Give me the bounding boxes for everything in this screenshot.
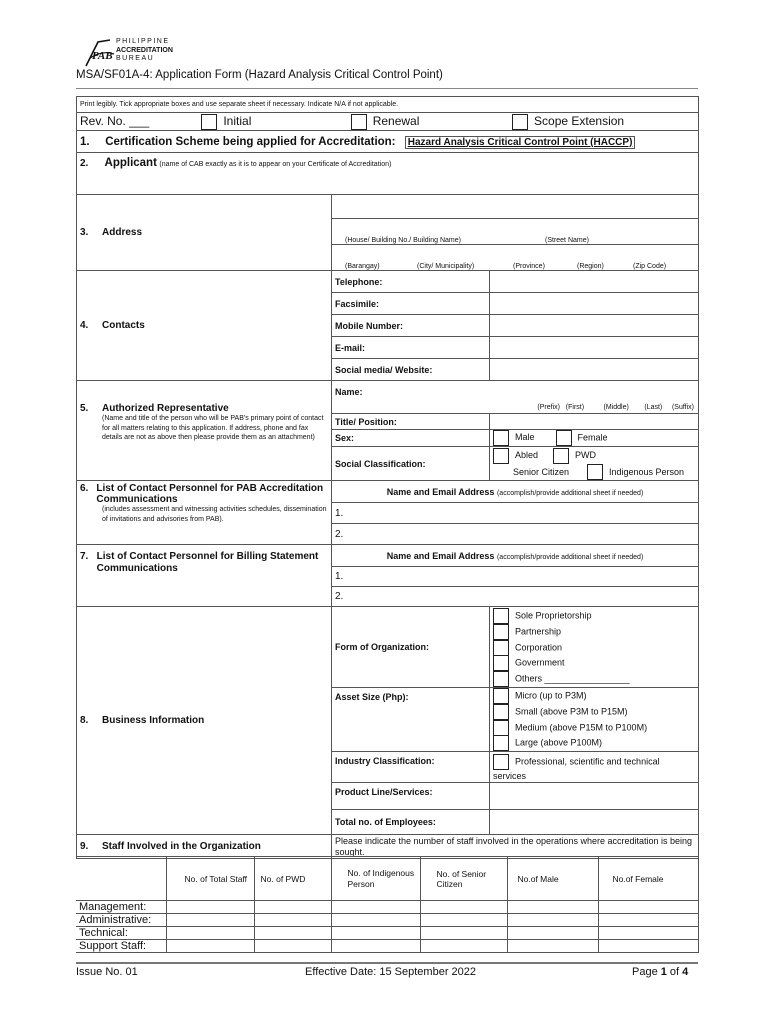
large-label: Large (above P100M): [515, 737, 603, 748]
email-label: E-mail:: [332, 337, 490, 359]
org-line1: PHILIPPINE: [116, 38, 170, 45]
section-7-label: List of Contact Personnel for Billing Statement Communications: [96, 551, 319, 575]
rep-name-row[interactable]: [332, 381, 699, 414]
corporation-checkbox[interactable]: [493, 640, 509, 656]
section-8: [77, 607, 332, 835]
government-label: Government: [515, 657, 565, 668]
cell[interactable]: [507, 927, 598, 940]
address-house-label: (House/ Building No./ Building Name): [345, 237, 461, 244]
staff-table: [76, 856, 699, 953]
section-6-number: 6.: [80, 483, 89, 495]
section-2-number: 2.: [80, 158, 89, 169]
rep-social-options: [490, 447, 699, 481]
cell[interactable]: [254, 914, 331, 927]
section-9-note: Please indicate the number of staff involved in the operations where accreditation is being sought.: [332, 835, 699, 859]
senior-label: Senior Citizen: [513, 466, 570, 477]
renewal-label: Renewal: [372, 113, 420, 128]
section-7-row-1[interactable]: 1.: [332, 567, 699, 587]
address-city-label: (City/ Municipality): [417, 263, 475, 270]
org-form-label: Form of Organization:: [332, 607, 490, 688]
section-7-header-note: (accomplish/provide additional sheet if needed): [496, 553, 644, 561]
medium-checkbox[interactable]: [493, 720, 509, 736]
indigenous-checkbox[interactable]: [587, 464, 603, 480]
rep-sex-options: [490, 430, 699, 447]
cell[interactable]: [507, 940, 598, 953]
section-7-header-label: Name and Email Address: [386, 550, 495, 561]
page-number: 1: [660, 966, 667, 978]
medium-label: Medium (above P15M to P100M): [515, 722, 648, 732]
rep-sex-label: Sex:: [332, 430, 490, 447]
org-line3: BUREAU: [116, 55, 155, 62]
section-4: [77, 271, 332, 381]
section-5-note: (Name and title of the person who will be PAB's primary point of contact for all matters relating to this application. If address, phone and fax details are not as above then please provide them as an attachment): [102, 415, 324, 441]
cell[interactable]: [598, 927, 698, 940]
cell[interactable]: [331, 901, 420, 914]
male-label: Male: [515, 432, 535, 443]
rep-name-parts: (Prefix) (First) (Middle) (Last) (Suffix): [537, 404, 695, 411]
title-divider: [76, 88, 698, 89]
scope-extension-label: Scope Extension: [534, 113, 625, 128]
section-9-number: 9.: [80, 841, 89, 853]
small-checkbox[interactable]: [493, 704, 509, 720]
section-6-row-2[interactable]: 2.: [332, 524, 699, 545]
rep-name-label: Name:: [335, 387, 363, 397]
section-2-note: (name of CAB exactly as it is to appear on your Certificate of Accreditation): [159, 161, 392, 168]
email-input[interactable]: [490, 337, 699, 359]
cell[interactable]: [166, 927, 254, 940]
others-label: Others _________________: [515, 673, 630, 684]
corporation-label: Corporation: [515, 642, 563, 652]
asset-size-options: [490, 688, 699, 752]
professional-checkbox[interactable]: [493, 754, 509, 770]
website-input[interactable]: [490, 359, 699, 381]
cell[interactable]: [420, 901, 507, 914]
initial-checkbox[interactable]: [201, 114, 217, 130]
pwd-label: PWD: [575, 450, 596, 460]
section-6-note: (includes assessment and witnessing activities schedules, dissemination of invitations and advisories from PAB).: [102, 506, 327, 523]
cell[interactable]: [420, 914, 507, 927]
cell[interactable]: [598, 901, 698, 914]
section-6: [77, 481, 332, 545]
cell[interactable]: [254, 940, 331, 953]
section-5: [77, 381, 332, 481]
section-6-header: [332, 481, 699, 503]
address-line-2-labels: [332, 245, 699, 271]
sole-proprietorship-label: Sole Proprietorship: [515, 610, 592, 621]
industry-label: Industry Classification:: [332, 752, 490, 783]
government-checkbox[interactable]: [493, 655, 509, 671]
section-2: [77, 153, 699, 195]
industry-options: [490, 752, 699, 783]
col-senior: No. of Senior Citizen: [420, 857, 507, 901]
section-7-row-2[interactable]: 2.: [332, 587, 699, 607]
section-8-label: Business Information: [102, 715, 205, 727]
col-female: No.of Female: [598, 857, 698, 901]
product-line-label: Product Line/Services:: [332, 783, 490, 810]
effective-date: Effective Date: 15 September 2022: [305, 966, 477, 978]
section-8-number: 8.: [80, 715, 89, 727]
row-management: Management:: [76, 901, 166, 914]
section-7: [77, 545, 332, 607]
cell[interactable]: [598, 940, 698, 953]
section-9-label: Staff Involved in the Organization: [102, 841, 261, 853]
address-line-1-labels: [332, 219, 699, 245]
website-label: Social media/ Website:: [332, 359, 490, 381]
female-checkbox[interactable]: [556, 430, 572, 446]
cell[interactable]: [507, 914, 598, 927]
indigenous-label: Indigenous Person: [609, 466, 685, 477]
row-support-staff: Support Staff:: [76, 940, 166, 953]
section-3-label: Address: [102, 227, 143, 238]
cell[interactable]: [331, 940, 420, 953]
others-checkbox[interactable]: [493, 671, 509, 687]
row-administrative: Administrative:: [76, 914, 166, 927]
section-3-number: 3.: [80, 227, 89, 238]
application-form: [76, 96, 699, 859]
cell[interactable]: [598, 914, 698, 927]
revision-row: [77, 113, 699, 131]
asset-size-label: Asset Size (Php):: [332, 688, 490, 752]
facsimile-label: Facsimile:: [332, 293, 490, 315]
rep-social-label: Social Classification:: [332, 447, 490, 481]
org-form-options: [490, 607, 699, 688]
partnership-label: Partnership: [515, 626, 562, 637]
address-line-1-input[interactable]: [332, 195, 699, 219]
employees-label: Total no. of Employees:: [332, 810, 490, 835]
large-checkbox[interactable]: [493, 735, 509, 751]
male-checkbox[interactable]: [493, 430, 509, 446]
col-male: No.of Male: [507, 857, 598, 901]
instructions: Print legibly. Tick appropriate boxes and use separate sheet if necessary. Indicate N/A if not applicable.: [77, 97, 699, 113]
section-5-label: Authorized Representative: [102, 403, 229, 414]
cell[interactable]: [166, 940, 254, 953]
cell[interactable]: [166, 914, 254, 927]
cell[interactable]: [166, 901, 254, 914]
section-1: [77, 131, 699, 153]
cell[interactable]: [331, 927, 420, 940]
abled-checkbox[interactable]: [493, 448, 509, 464]
col-indigenous: No. of Indigenous Person: [331, 857, 420, 901]
partnership-checkbox[interactable]: [493, 624, 509, 640]
sole-proprietorship-checkbox[interactable]: [493, 608, 509, 624]
staff-corner: [76, 857, 166, 901]
address-street-label: (Street Name): [545, 237, 589, 244]
address-province-label: (Province): [513, 263, 545, 270]
small-label: Small (above P3M to P15M): [515, 706, 628, 717]
renewal-checkbox[interactable]: [351, 114, 367, 130]
section-7-number: 7.: [80, 551, 89, 563]
scope-extension-checkbox[interactable]: [512, 114, 528, 130]
telephone-label: Telephone:: [332, 271, 490, 293]
cell[interactable]: [331, 914, 420, 927]
pwd-checkbox[interactable]: [553, 448, 569, 464]
org-line2: ACCREDITATION: [116, 46, 173, 54]
mobile-input[interactable]: [490, 315, 699, 337]
facsimile-input[interactable]: [490, 293, 699, 315]
abled-label: Abled: [515, 450, 539, 460]
page-prefix: Page: [632, 966, 661, 978]
address-barangay-label: (Barangay): [345, 263, 380, 270]
section-2-label: Applicant: [104, 157, 157, 169]
page-of: of: [666, 966, 683, 978]
section-7-header: [332, 545, 699, 567]
rep-title-label: Title/ Position:: [332, 414, 490, 430]
footer-divider: [76, 962, 698, 964]
telephone-input[interactable]: [490, 271, 699, 293]
section-4-number: 4.: [80, 320, 89, 331]
cell[interactable]: [420, 927, 507, 940]
section-6-label: List of Contact Personnel for PAB Accreditation Communications: [96, 483, 324, 506]
mobile-label: Mobile Number:: [332, 315, 490, 337]
section-4-label: Contacts: [102, 320, 145, 331]
logo-mark: PAB: [92, 50, 113, 62]
org-name: [116, 38, 173, 64]
micro-label: Micro (up to P3M): [515, 690, 587, 701]
section-6-header-note: (accomplish/provide additional sheet if needed): [496, 489, 644, 497]
scheme-value: Hazard Analysis Critical Control Point (HACCP): [405, 136, 636, 149]
product-line-input[interactable]: [490, 783, 699, 810]
initial-label: Initial: [223, 113, 252, 128]
issue-number: Issue No. 01: [76, 966, 138, 978]
section-1-label: Certification Scheme being applied for Accreditation:: [105, 135, 396, 148]
form-title: MSA/SF01A-4: Application Form (Hazard Analysis Critical Control Point): [76, 69, 443, 81]
micro-checkbox[interactable]: [493, 688, 509, 704]
cell[interactable]: [254, 901, 331, 914]
section-6-row-1[interactable]: 1.: [332, 503, 699, 524]
employees-input[interactable]: [490, 810, 699, 835]
section-6-header-label: Name and Email Address: [386, 486, 495, 497]
address-region-label: (Region): [577, 263, 604, 270]
cell[interactable]: [420, 940, 507, 953]
section-1-number: 1.: [80, 135, 90, 148]
rep-title-input[interactable]: [490, 414, 699, 430]
col-pwd: No. of PWD: [254, 857, 331, 901]
page-total: 4: [682, 966, 689, 978]
col-total-staff: No. of Total Staff: [166, 857, 254, 901]
cell[interactable]: [254, 927, 331, 940]
female-label: Female: [577, 432, 608, 443]
section-5-number: 5.: [80, 403, 89, 414]
page-indicator: [632, 966, 688, 978]
cell[interactable]: [507, 901, 598, 914]
address-zip-label: (Zip Code): [633, 263, 667, 270]
section-3: [77, 195, 332, 271]
row-technical: Technical:: [76, 927, 166, 940]
industry-value: Professional, scientific and technical services: [493, 756, 660, 782]
rev-no-label: Rev. No. ___: [80, 113, 150, 128]
